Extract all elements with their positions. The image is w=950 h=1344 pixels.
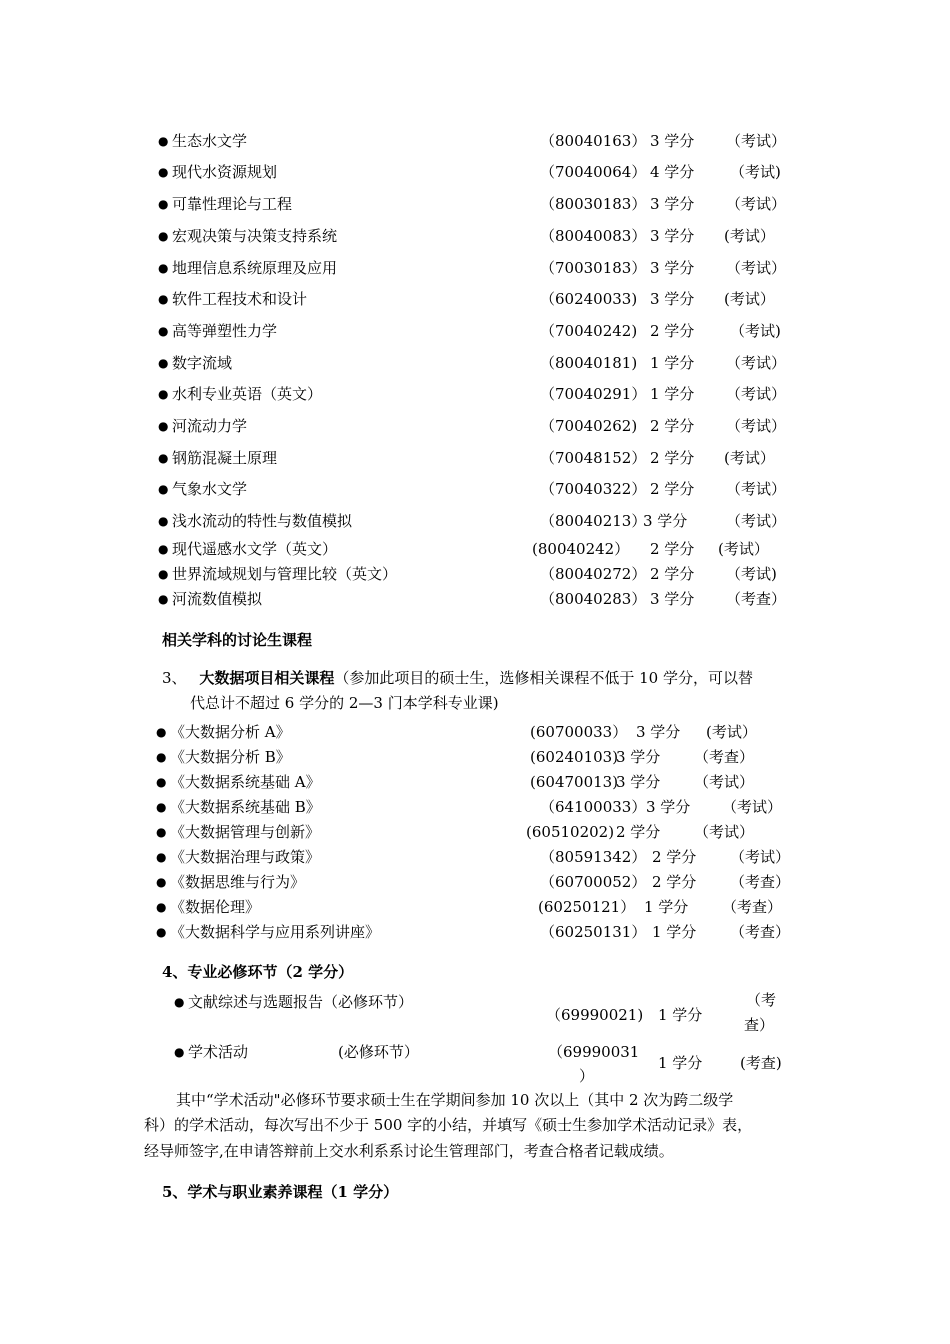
required-item-name: 文献综述与选题报告（必修环节） <box>188 993 414 1011</box>
bullet-icon: ● <box>158 324 169 338</box>
course-code: （80040163） <box>540 132 647 150</box>
course-exam: (考试） <box>724 290 775 308</box>
bullet-icon: ● <box>158 514 169 528</box>
course-credits: 3 学分 <box>650 259 695 277</box>
course-row <box>0 537 950 561</box>
bullet-icon: ● <box>156 750 167 764</box>
course-exam: （考试） <box>722 798 783 816</box>
bullet-icon: ● <box>156 850 167 864</box>
course-credits: 3 学分 <box>650 227 695 245</box>
bullet-icon: ● <box>156 900 167 914</box>
section4-paragraph-line3: 经导师签字,在申请答辩前上交水利系系讨论生管理部门，考查合格者记载成绩。 <box>144 1142 674 1160</box>
course-exam: （考查） <box>694 748 755 766</box>
bullet-icon: ● <box>158 482 169 496</box>
course-exam: （考试） <box>694 823 755 841</box>
bullet-icon: ● <box>158 567 169 581</box>
course-name: 可靠性理论与工程 <box>172 195 293 213</box>
course-exam: (考试） <box>718 540 769 558</box>
required-item-code-line1: （69990031 <box>548 1043 640 1061</box>
course-row <box>0 477 950 501</box>
course-credits: 2 学分 <box>650 565 695 583</box>
course-credits: 3 学分 <box>650 195 695 213</box>
course-row <box>0 160 950 184</box>
course-code: （80591342） <box>540 848 647 866</box>
course-name: 《大数据系统基础 B》 <box>170 798 321 816</box>
bullet-icon: ● <box>158 197 169 211</box>
course-code: （80040283） <box>540 590 647 608</box>
course-code: （80040083） <box>540 227 647 245</box>
required-item-exam-line1: （考 <box>746 991 777 1009</box>
course-credits: 2 学分 <box>650 480 695 498</box>
course-credits: 2 学分 <box>650 540 695 558</box>
required-item-exam: (考查) <box>740 1054 782 1072</box>
course-code: (60250121） <box>538 898 636 916</box>
course-row <box>0 351 950 375</box>
required-item-literature <box>0 990 950 1034</box>
course-code: (60700033） <box>530 723 628 741</box>
course-exam: （考查） <box>726 590 787 608</box>
course-code: (60240103) <box>530 748 619 766</box>
course-name: 气象水文学 <box>172 480 248 498</box>
bullet-icon: ● <box>156 725 167 739</box>
course-credits: 2 学分 <box>650 322 695 340</box>
section3-number: 3、 <box>162 669 187 687</box>
course-name: 宏观决策与决策支持系统 <box>172 227 338 245</box>
course-exam: （考试） <box>730 848 791 866</box>
course-name: 《大数据分析 B》 <box>170 748 291 766</box>
course-code: （80030183） <box>540 195 647 213</box>
required-item-name: 学术活动 <box>188 1043 249 1061</box>
course-row <box>0 414 950 438</box>
course-row <box>0 192 950 216</box>
course-row <box>0 509 950 533</box>
course-credits: 2 学分 <box>650 417 695 435</box>
bullet-icon: ● <box>158 165 169 179</box>
course-row <box>0 845 950 869</box>
course-name: 浅水流动的特性与数值模拟 <box>172 512 353 530</box>
course-credits: 1 学分 <box>650 385 695 403</box>
course-name: 《数据伦理》 <box>170 898 261 916</box>
course-name: 世界流域规划与管理比较（英文） <box>172 565 398 583</box>
course-row <box>0 382 950 406</box>
course-credits: 3 学分 <box>616 748 661 766</box>
course-credits: 4 学分 <box>650 163 695 181</box>
course-exam: （考试） <box>726 354 787 372</box>
course-credits: 1 学分 <box>650 354 695 372</box>
course-name: 《数据思维与行为》 <box>170 873 306 891</box>
course-row <box>0 256 950 280</box>
section4-heading: 4、专业必修环节（2 学分） <box>162 963 354 981</box>
course-row <box>0 895 950 919</box>
course-row <box>0 587 950 611</box>
course-row <box>0 870 950 894</box>
course-exam: （考试） <box>726 195 787 213</box>
course-credits: 3 学分 <box>650 590 695 608</box>
course-row <box>0 224 950 248</box>
section3-note-line2: 代总计不超过 6 学分的 2—3 门本学科专业课) <box>190 694 499 712</box>
course-code: (60510202) <box>526 823 615 841</box>
required-item-tag: (必修环节） <box>338 1043 419 1061</box>
course-row <box>0 770 950 794</box>
course-exam: (考试） <box>706 723 757 741</box>
course-exam: （考查） <box>722 898 783 916</box>
course-exam: （考查） <box>730 873 791 891</box>
course-code: （70040291） <box>540 385 647 403</box>
course-credits: 3 学分 <box>643 512 688 530</box>
section4-paragraph-line1: 其中“学术活动"必修环节要求硕士生在学期间参加 10 次以上（其中 2 次为跨二级学 <box>176 1091 734 1109</box>
course-name: 河流动力学 <box>172 417 248 435</box>
section3-title-text: 大数据项目相关课程 <box>199 669 335 687</box>
bullet-icon: ● <box>156 925 167 939</box>
course-code: （64100033） <box>540 798 647 816</box>
course-exam: （考查） <box>730 923 791 941</box>
bullet-icon: ● <box>156 825 167 839</box>
course-exam: （考试） <box>726 417 787 435</box>
course-row <box>0 720 950 744</box>
bullet-icon: ● <box>158 542 169 556</box>
course-credits: 3 学分 <box>650 132 695 150</box>
course-name: 《大数据科学与应用系列讲座》 <box>170 923 381 941</box>
course-row <box>0 129 950 153</box>
course-code: （70048152） <box>540 449 647 467</box>
course-name: 数字流域 <box>172 354 233 372</box>
course-code: （60240033) <box>540 290 638 308</box>
required-item-credits: 1 学分 <box>658 1006 703 1024</box>
related-courses-heading: 相关学科的讨论生课程 <box>162 631 313 649</box>
course-row <box>0 920 950 944</box>
course-exam: (考试） <box>724 449 775 467</box>
course-name: 《大数据管理与创新》 <box>170 823 321 841</box>
bullet-icon: ● <box>158 451 169 465</box>
course-code: （70040064） <box>540 163 647 181</box>
required-item-code: （69990021) <box>546 1006 644 1024</box>
bullet-icon: ● <box>156 775 167 789</box>
required-item-code-line2: ） <box>579 1067 595 1085</box>
course-code: （80040272） <box>540 565 647 583</box>
course-credits: 3 学分 <box>650 290 695 308</box>
course-exam: （考试) <box>730 163 781 181</box>
course-name: 水利专业英语（英文） <box>172 385 323 403</box>
section3-title <box>162 666 753 690</box>
course-exam: (考试） <box>724 227 775 245</box>
course-row <box>0 446 950 470</box>
course-exam: （考试) <box>726 565 777 583</box>
course-name: 《大数据分析 A》 <box>170 723 291 741</box>
section3-note-line1: （参加此项目的硕士生，选修相关课程不低于 10 学分，可以替 <box>334 669 753 687</box>
course-name: 现代遥感水文学（英文） <box>172 540 338 558</box>
section4-paragraph-line2: 科）的学术活动，每次写出不少于 500 字的小结，并填写《硕士生参加学术活动记录》表， <box>144 1116 753 1134</box>
course-credits: 2 学分 <box>652 848 697 866</box>
section5-heading: 5、学术与职业素养课程（1 学分） <box>162 1183 399 1201</box>
course-credits: 2 学分 <box>650 449 695 467</box>
bullet-icon: ● <box>158 134 169 148</box>
course-code: (60470013) <box>530 773 619 791</box>
course-credits: 3 学分 <box>646 798 691 816</box>
course-credits: 1 学分 <box>652 923 697 941</box>
bullet-icon: ● <box>158 592 169 606</box>
course-name: 钢筋混凝土原理 <box>172 449 278 467</box>
bullet-icon: ● <box>158 292 169 306</box>
course-credits: 2 学分 <box>652 873 697 891</box>
required-item-credits: 1 学分 <box>658 1054 703 1072</box>
bullet-icon: ● <box>174 995 185 1009</box>
course-row <box>0 319 950 343</box>
course-name: 《大数据治理与政策》 <box>170 848 321 866</box>
course-row <box>0 287 950 311</box>
bullet-icon: ● <box>158 229 169 243</box>
bullet-icon: ● <box>156 875 167 889</box>
course-exam: （考试） <box>726 385 787 403</box>
bullet-icon: ● <box>174 1045 185 1059</box>
course-credits: 3 学分 <box>636 723 681 741</box>
course-exam: （考试） <box>726 132 787 150</box>
course-code: (80040242） <box>532 540 630 558</box>
course-code: （80040213） <box>540 512 647 530</box>
course-name: 高等弹塑性力学 <box>172 322 278 340</box>
course-name: 河流数值模拟 <box>172 590 263 608</box>
bullet-icon: ● <box>158 387 169 401</box>
course-code: （80040181) <box>540 354 638 372</box>
course-exam: （考试） <box>694 773 755 791</box>
bullet-icon: ● <box>158 419 169 433</box>
course-name: 生态水文学 <box>172 132 248 150</box>
course-name: 软件工程技术和设计 <box>172 290 308 308</box>
course-exam: （考试） <box>726 259 787 277</box>
required-item-academic <box>0 1040 950 1085</box>
course-row <box>0 795 950 819</box>
bullet-icon: ● <box>158 356 169 370</box>
course-credits: 3 学分 <box>616 773 661 791</box>
required-item-exam-line2: 查） <box>744 1016 775 1034</box>
course-row <box>0 820 950 844</box>
course-code: （70030183） <box>540 259 647 277</box>
course-credits: 1 学分 <box>644 898 689 916</box>
course-name: 现代水资源规划 <box>172 163 278 181</box>
course-code: （60700052） <box>540 873 647 891</box>
course-name: 地理信息系统原理及应用 <box>172 259 338 277</box>
course-row <box>0 745 950 769</box>
course-code: （70040322） <box>540 480 647 498</box>
course-code: （70040242) <box>540 322 638 340</box>
course-code: （60250131） <box>540 923 647 941</box>
course-credits: 2 学分 <box>616 823 661 841</box>
course-row <box>0 562 950 586</box>
course-exam: （考试） <box>726 480 787 498</box>
course-code: （70040262) <box>540 417 638 435</box>
course-exam: （考试) <box>730 322 781 340</box>
bullet-icon: ● <box>156 800 167 814</box>
course-name: 《大数据系统基础 A》 <box>170 773 321 791</box>
course-exam: （考试） <box>726 512 787 530</box>
bullet-icon: ● <box>158 261 169 275</box>
